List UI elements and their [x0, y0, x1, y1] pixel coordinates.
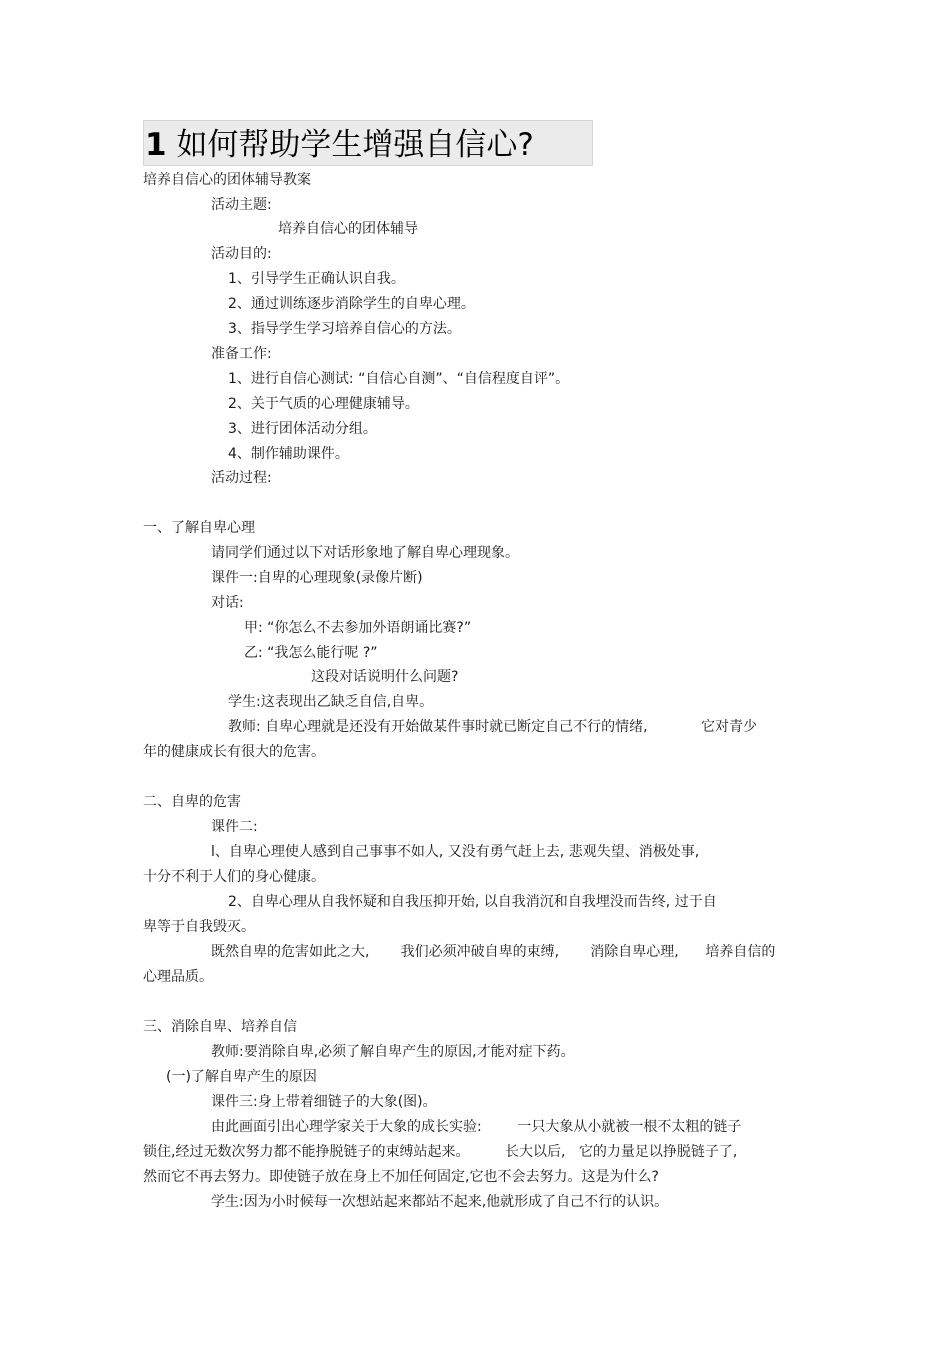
text-line: 然而它不再去努力。即使链子放在身上不加任何固定,它也不会去努力。这是为什么? [143, 1169, 659, 1185]
section-label: 活动过程: [211, 470, 272, 486]
section-label: 准备工作: [211, 346, 272, 362]
title-number: 1 [145, 127, 167, 163]
list-item: 1、进行自信心测试: “自信心自测”、“自信程度自评”。 [228, 371, 570, 387]
text-line: 学生:因为小时候每一次想站起来都站不起来,他就形成了自己不行的认识。 [211, 1194, 669, 1210]
text-line: 课件三:身上带着细链子的大象(图)。 [211, 1094, 437, 1110]
text-line: 年的健康成长有很大的危害。 [143, 744, 325, 760]
dialogue-line: 乙: “我怎么能行呢 ?” [244, 645, 378, 661]
text-line: 请同学们通过以下对话形象地了解自卑心理现象。 [211, 545, 519, 561]
text-line: 对话: [211, 595, 244, 611]
list-item: 1、引导学生正确认识自我。 [228, 271, 405, 287]
text-line: 教师: 自卑心理就是还没有开始做某件事时就已断定自己不行的情绪, 它对青少 [228, 719, 758, 735]
section-heading: 三、消除自卑、培养自信 [143, 1019, 297, 1035]
text-line: 十分不利于人们的身心健康。 [143, 869, 325, 885]
text-line: 这段对话说明什么问题? [311, 669, 459, 685]
section-label: 活动目的: [211, 246, 272, 262]
section-heading: 二、自卑的危害 [143, 794, 241, 810]
subsection-heading: (一)了解自卑产生的原因 [166, 1069, 317, 1085]
section-heading: 一、了解自卑心理 [143, 520, 255, 536]
list-item: 4、制作辅助课件。 [228, 446, 349, 462]
text-line: 学生:这表现出乙缺乏自信,自卑。 [228, 694, 434, 710]
section-label: 活动主题: [211, 197, 272, 213]
text-line: 既然自卑的危害如此之大, 我们必须冲破自卑的束缚, 消除自卑心理, 培养自信的 [211, 944, 776, 960]
text-line: 教师:要消除自卑,必须了解自卑产生的原因,才能对症下药。 [211, 1044, 575, 1060]
text-line: 卑等于自我毁灭。 [143, 919, 255, 935]
list-item: 2、通过训练逐步消除学生的自卑心理。 [228, 296, 475, 312]
list-item: 2、关于气质的心理健康辅导。 [228, 396, 419, 412]
list-item: 3、进行团体活动分组。 [228, 421, 377, 437]
text-line: 2、自卑心理从自我怀疑和自我压抑开始, 以自我消沉和自我埋没而告终, 过于自 [228, 894, 717, 910]
text-line: 锁住,经过无数次努力都不能挣脱链子的束缚站起来。 长大以后, 它的力量足以挣脱链子了, [143, 1144, 738, 1160]
title-text: 如何帮助学生增强自信心? [176, 127, 534, 163]
page-title [145, 126, 534, 164]
text-line: 课件二: [211, 819, 258, 835]
dialogue-line: 甲: “你怎么不去参加外语朗诵比赛?” [244, 620, 472, 636]
document-subtitle: 培养自信心的团体辅导教案 [143, 172, 311, 188]
text-line: 课件一:自卑的心理现象(录像片断) [211, 570, 423, 586]
text-line: 由此画面引出心理学家关于大象的成长实验: 一只大象从小就被一根不太粗的链子 [211, 1119, 742, 1135]
list-item: 3、指导学生学习培养自信心的方法。 [228, 321, 461, 337]
text-line: l、自卑心理使人感到自己事事不如人, 又没有勇气赶上去, 悲观失望、消极处事, [211, 844, 700, 860]
text-line: 心理品质。 [143, 969, 213, 985]
text-line: 培养自信心的团体辅导 [278, 221, 418, 237]
